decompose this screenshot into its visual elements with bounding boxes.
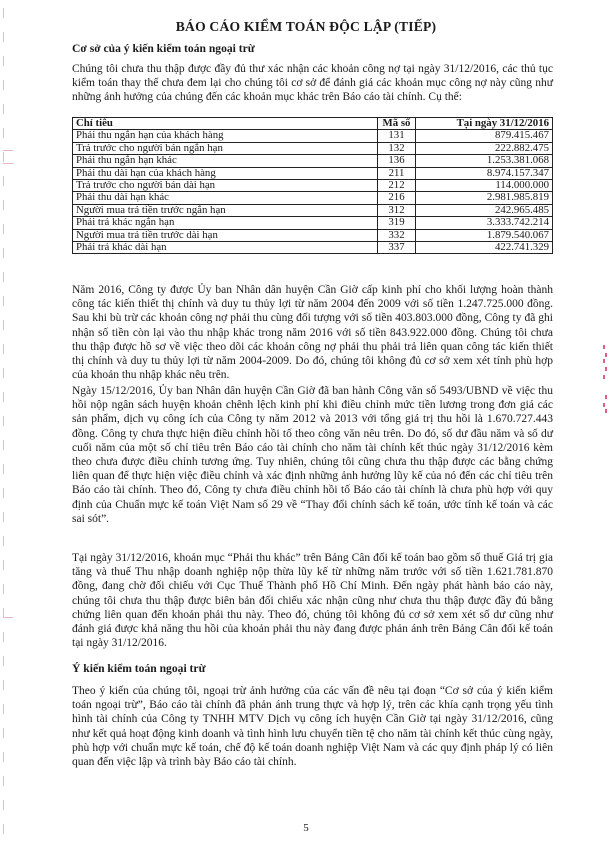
red-ink-dot [605, 353, 607, 357]
red-ink-dot [603, 375, 605, 379]
scan-tick [3, 632, 4, 642]
table-row [73, 229, 553, 241]
red-ink-dot [603, 345, 605, 349]
table-row [73, 204, 553, 216]
row-code: 131 [378, 130, 416, 142]
scan-tick [3, 152, 4, 162]
row-item: Phải thu dài hạn khác [73, 192, 378, 204]
row-value: 242.965.485 [416, 204, 553, 216]
row-code: 211 [378, 167, 416, 179]
header-item: Chỉ tiêu [73, 118, 378, 130]
table-row [73, 217, 553, 229]
red-ink-dot [605, 395, 607, 399]
row-code: 312 [378, 204, 416, 216]
row-code: 212 [378, 180, 416, 192]
row-value: 1.253.381.068 [416, 155, 553, 167]
row-item: Người mua trả tiền trước dài hạn [73, 229, 378, 241]
scan-tick [3, 128, 4, 138]
scan-tick [3, 224, 4, 234]
row-item: Trả trước cho người bán ngắn hạn [73, 142, 378, 154]
header-value: Tại ngày 31/12/2016 [416, 118, 553, 130]
row-value: 879.415.467 [416, 130, 553, 142]
row-item: Trả trước cho người bán dài hạn [73, 180, 378, 192]
red-ink-dot [605, 409, 607, 413]
table-row [73, 155, 553, 167]
row-code: 216 [378, 192, 416, 204]
section-heading-basis: Cơ sở của ý kiến kiểm toán ngoại trừ [72, 42, 255, 55]
row-code: 337 [378, 242, 416, 254]
row-value: 8.974.157.347 [416, 167, 553, 179]
paragraph-funding: Năm 2016, Công ty được Ủy ban Nhân dân huyện Cần Giờ cấp kinh phí cho khối lượng hoàn thành công tác kiến thiết thị chính và duy tu thủy lợi từ năm 2004 đến 2009 với số tiền 1.247.725.000 đồng. Sau khi bù trừ các khoản công nợ phải thu cùng đối tượng với số tiền 403.803.000 đồng, Công ty đã ghi nhận số tiền còn lại vào thu nhập khác trong năm 2016 với số tiền 843.922.000 đồng. Chúng tôi chưa thu thập được hồ sơ về việc theo dõi các khoản công nợ phải thu phải trả liên quan công tác kiến thiết thị chính và duy tu thủy lợi từ năm 2004-2009. Do đó, chúng tôi không đủ cơ sở xem xét tính phù hợp của khoản thu nhập khác nêu trên. [72, 284, 553, 382]
row-code: 332 [378, 229, 416, 241]
scan-tick [3, 344, 4, 354]
row-value: 422.741.329 [416, 242, 553, 254]
scan-tick [3, 296, 4, 306]
scan-tick [3, 584, 4, 594]
row-item: Phải trả khác ngắn hạn [73, 217, 378, 229]
scan-tick [3, 752, 4, 762]
scan-dash [3, 617, 13, 618]
scan-tick [3, 704, 4, 714]
scan-tick [3, 680, 4, 690]
paragraph-opinion: Theo ý kiến của chúng tôi, ngoại trừ ảnh hưởng của các vấn đề nêu tại đoạn “Cơ sở của ý kiến kiểm toán ngoại trừ”, Báo cáo tài chính đã phản ánh trung thực và hợp lý, trên các khía cạnh trọng yếu tình hình tài chính của Công ty TNHH MTV Dịch vụ công ích huyện Cần Giờ tại ngày 31/12/2016, cũng như kết quả hoạt động kinh doanh và tình hình lưu chuyển tiền tệ cho năm tài chính kết thúc cùng ngày, phù hợp với chuẩn mực kế toán, chế độ kế toán doanh nghiệp Việt Nam và các quy định pháp lý có liên quan đến việc lập và trình bày Báo cáo tài chính. [72, 685, 553, 769]
scan-tick [3, 800, 4, 810]
table-header-row [73, 118, 553, 130]
scan-tick [3, 8, 4, 18]
scan-tick [3, 104, 4, 114]
scan-tick [3, 272, 4, 282]
scan-tick [3, 656, 4, 666]
scan-tick [3, 488, 4, 498]
row-value: 2.981.985.819 [416, 192, 553, 204]
scan-tick [3, 392, 4, 402]
row-item: Người mua trả tiền trước ngắn hạn [73, 204, 378, 216]
scan-tick [3, 776, 4, 786]
scan-edge-marks [3, 0, 15, 852]
scan-tick [3, 536, 4, 546]
scan-tick [3, 728, 4, 738]
row-value: 3.333.742.214 [416, 217, 553, 229]
table-row [73, 180, 553, 192]
row-item: Phải thu ngắn hạn của khách hàng [73, 130, 378, 142]
table-row [73, 142, 553, 154]
row-code: 136 [378, 155, 416, 167]
red-ink-dot [603, 359, 605, 363]
row-item: Phải thu ngắn hạn khác [73, 155, 378, 167]
scan-tick [3, 440, 4, 450]
table-row [73, 192, 553, 204]
red-ink-mark [603, 345, 609, 415]
scan-tick [3, 176, 4, 186]
table-row [73, 167, 553, 179]
row-code: 319 [378, 217, 416, 229]
paragraph-recovery: Ngày 15/12/2016, Ủy ban Nhân dân huyện Cần Giờ đã ban hành Công văn số 5493/UBND về việc thu hồi nộp ngân sách huyện khoản chênh lệch kinh phí khi điều chỉnh mức tiền lương trong đơn giá các sản phẩm, dịch vụ công ích của Công ty năm 2012 và 2013 với tổng giá trị thu hồi là 1.670.727.443 đồng. Công ty chưa thực hiện điều chỉnh hồi tố theo công văn nêu trên. Do đó, số dư đầu năm và số dư cuối năm của một số chỉ tiêu trên Báo cáo tài chính cho năm tài chính kết thúc ngày 31/12/2016 kèm theo chưa được điều chỉnh tương ứng. Tuy nhiên, chúng tôi cũng chưa thu thập được các bằng chứng liên quan để thực hiện việc điều chỉnh và xác định những ảnh hưởng lũy kế của nó đến các chỉ tiêu trên Báo cáo tài chính. Theo đó, Công ty chưa điều chỉnh hồi tố Báo cáo tài chính là chưa phù hợp với quy định của Chuẩn mực kế toán Việt Nam số 29 về “Thay đổi chính sách kế toán, ước tính kế toán và các sai sót”. [72, 385, 553, 525]
red-ink-dot [603, 403, 605, 407]
scan-tick [3, 320, 4, 330]
header-code: Mã số [378, 118, 416, 130]
section-heading-opinion: Ý kiến kiểm toán ngoại trừ [72, 662, 206, 675]
page-number: 5 [303, 822, 309, 834]
paragraph-other-receivables: Tại ngày 31/12/2016, khoản mục “Phải thu khác” trên Bảng Cân đối kế toán bao gồm số thuế Giá trị gia tăng và thuế Thu nhập doanh nghiệp nộp thừa lũy kế từ những năm trước với số tiền 1.621.781.870 đồng, đang chờ đối chiếu với Cục Thuế Thành phố Hồ Chí Minh. Đến ngày phát hành báo cáo này, chúng tôi chưa thu thập được biên bản đối chiếu xác nhận cũng như chưa thu thập được đầy đủ bằng chứng liên quan đến khoản phải thu này. Theo đó, chúng tôi không đủ cơ sở xem xét số dư cũng như đánh giá được khả năng thu hồi của khoản phải thu này đang được phản ánh trên Bảng Cân đối kế toán tại ngày 31/12/2016. [72, 552, 553, 650]
scan-tick [3, 248, 4, 258]
receivables-table [72, 117, 553, 254]
row-value: 222.882.475 [416, 142, 553, 154]
scan-dash [3, 163, 13, 164]
scan-tick [3, 80, 4, 90]
row-value: 114.000.000 [416, 180, 553, 192]
document-title: BÁO CÁO KIỂM TOÁN ĐỘC LẬP (TIẾP) [175, 19, 437, 34]
red-ink-dot [605, 367, 607, 371]
scan-tick [3, 512, 4, 522]
scan-tick [3, 56, 4, 66]
scan-tick [3, 416, 4, 426]
scan-tick [3, 464, 4, 474]
row-code: 132 [378, 142, 416, 154]
table-row [73, 130, 553, 142]
scan-tick [3, 200, 4, 210]
scan-tick [3, 560, 4, 570]
intro-paragraph: Chúng tôi chưa thu thập được đầy đủ thư xác nhận các khoản công nợ tại ngày 31/12/2016, các thủ tục kiểm toán thay thế chưa đem lại cho chúng tôi cơ sở để đánh giá các khoản mục công nợ này cũng như những ảnh hưởng của chúng đến các khoản mục khác trên Báo cáo tài chính. Cụ thể: [72, 63, 553, 104]
row-item: Phải trả khác dài hạn [73, 242, 378, 254]
row-item: Phải thu dài hạn của khách hàng [73, 167, 378, 179]
row-value: 1.879.540.067 [416, 229, 553, 241]
scan-tick [3, 368, 4, 378]
table-row [73, 242, 553, 254]
scan-dash [3, 150, 13, 151]
